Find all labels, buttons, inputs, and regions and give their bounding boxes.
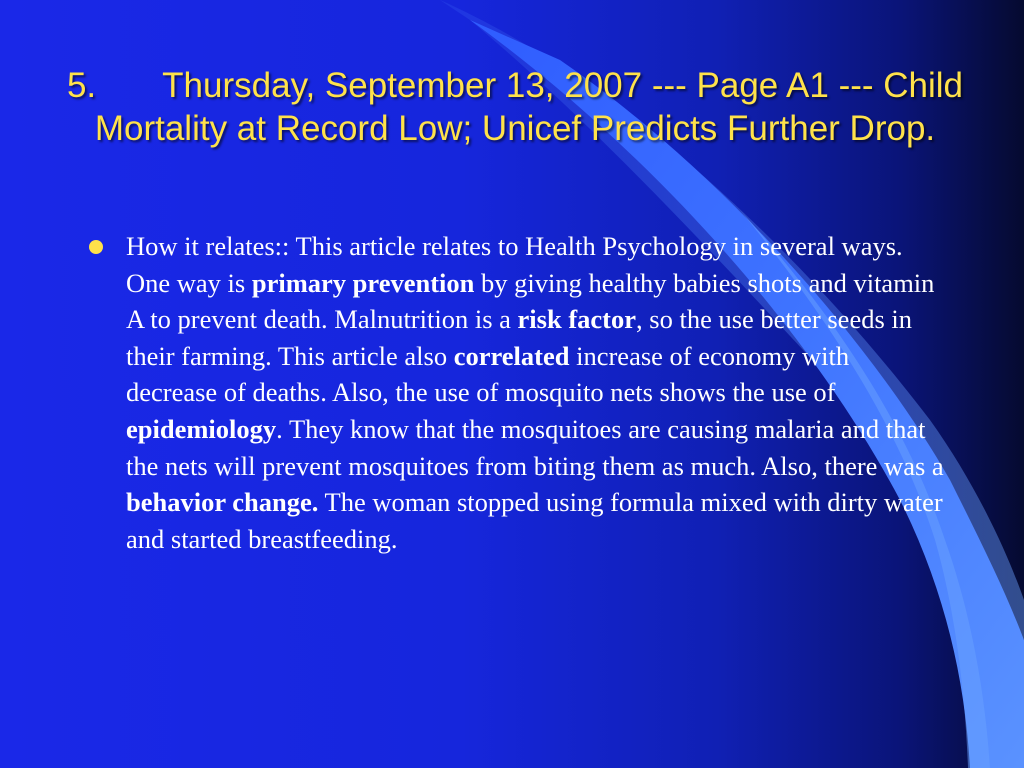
bullet-text: [126, 231, 944, 554]
bullet-text-part: by giving healthy babies shots and vitamin A to prevent death. Malnutrition is a: [126, 267, 935, 335]
bullet-text-part: The woman stopped using formula mixed with dirty water and started breastfeeding.: [126, 487, 943, 554]
bullet-text-part: increase of economy with decrease of deaths. Also, the use of mosquito nets shows the use of: [126, 340, 850, 408]
slide-title-number: 5.: [66, 66, 97, 105]
term-primary-prevention: primary prevention: [251, 267, 475, 298]
bullet-dot-icon: [89, 240, 103, 254]
bullet-text-part: How it relates:: This article relates to Health Psychology in several ways. One way is: [126, 231, 903, 298]
slide-body: [86, 228, 946, 557]
bullet-text-part: , so the use better seeds in their farming. This article also: [126, 304, 913, 371]
term-correlated: correlated: [453, 340, 570, 371]
term-risk-factor: risk factor: [517, 304, 637, 335]
term-epidemiology: epidemiology: [126, 413, 277, 444]
bullet-item: [86, 228, 946, 557]
term-behavior-change: behavior change.: [126, 487, 319, 518]
slide-title: [60, 64, 970, 150]
slide-title-text: Thursday, September 13, 2007 --- Page A1 --- Child Mortality at Record Low; Unicef Predicts Further Drop.: [94, 66, 964, 148]
bullet-text-part: . They know that the mosquitoes are causing malaria and that the nets will prevent mosquitoes from biting them as much. Also, there was a: [126, 413, 944, 481]
